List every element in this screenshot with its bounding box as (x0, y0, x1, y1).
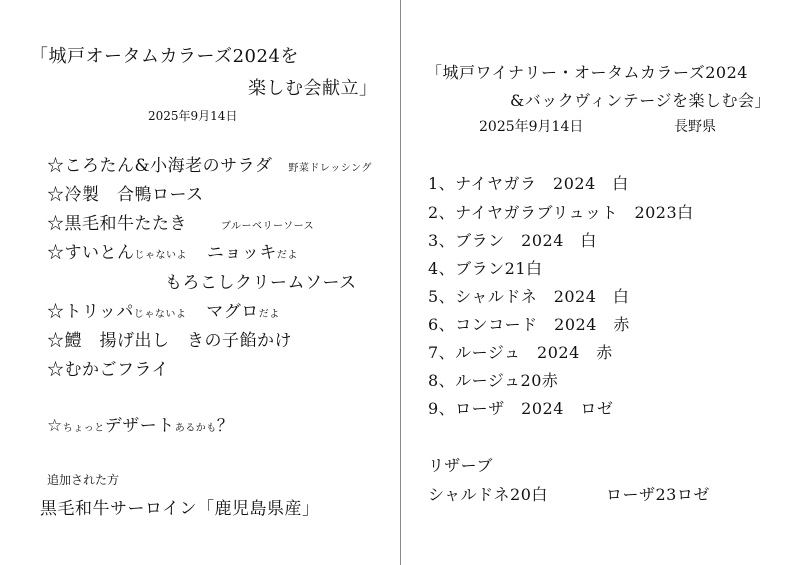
wine-item-5: 5、シャルドネ 2024 白 (428, 287, 630, 306)
menu-item-3-main: ☆黒毛和牛たたき (47, 214, 187, 234)
reserve-label: リザーブ (428, 456, 493, 475)
menu-item-4-main: ニョッキ (206, 243, 277, 263)
menu-item-2-main: ☆冷製 合鴨ロース (47, 185, 204, 205)
wine-item-1: 1、ナイヤガラ 2024 白 (428, 174, 629, 193)
dessert-star: ☆ (47, 416, 63, 436)
wine-item-8: 8、ルージュ20赤 (428, 371, 559, 390)
menu-item-3-note: ブルーベリーソース (220, 221, 315, 232)
menu-item-6 (47, 333, 292, 350)
menu-item-5 (47, 304, 280, 321)
menu-title-line2: 楽しむ会献立」 (248, 78, 378, 99)
wine-location: 長野県 (674, 119, 716, 135)
menu-date: 2025年9月14日 (148, 109, 238, 123)
menu-item-5-suffix: だよ (258, 309, 280, 320)
wine-item-3: 3、ブラン 2024 白 (428, 231, 597, 250)
wine-title-line2: &バックヴィンテージを楽しむ会」 (510, 91, 771, 110)
wine-item-9: 9、ローザ 2024 ロゼ (428, 399, 614, 418)
menu-item-5-prefix: ☆トリッパ (47, 302, 134, 322)
reserve-item-1: シャルドネ20白 (428, 485, 548, 504)
wine-title-line1: 「城戸ワイナリー・オータムカラーズ2024 (426, 63, 748, 82)
wine-item-6: 6、コンコード 2024 赤 (428, 315, 630, 334)
dessert-question: ？ (216, 416, 235, 436)
wine-date: 2025年9月14日 (479, 119, 584, 135)
right-panel-wine-list (401, 0, 800, 565)
dessert-main: デザート (104, 416, 175, 436)
menu-item-5-aside: じゃないよ (133, 309, 187, 320)
menu-item-2 (47, 187, 204, 204)
menu-item-4-suffix: だよ (276, 250, 298, 261)
menu-item-7 (47, 362, 169, 379)
reserve-item-2: ローザ23ロゼ (606, 485, 710, 504)
dessert-small-2: あるかも (174, 423, 217, 434)
menu-item-7-main: ☆むかごフライ (47, 360, 169, 380)
wine-item-4: 4、ブラン21白 (428, 259, 543, 278)
menu-item-4 (47, 245, 298, 262)
menu-item-6-main: ☆鱧 揚げ出し きの子餡かけ (47, 331, 292, 351)
menu-item-4-aside: じゃないよ (134, 250, 187, 261)
menu-item-4-prefix: ☆すいとん (47, 243, 135, 263)
dessert-line (47, 418, 234, 435)
wine-item-7: 7、ルージュ 2024 赤 (428, 343, 613, 362)
menu-title-line1: 「城戸オータムカラーズ2024を (30, 46, 299, 67)
added-item: 黒毛和牛サーロイン「鹿児島県産」 (40, 499, 320, 519)
menu-item-1-note: 野菜ドレッシング (288, 163, 372, 174)
menu-item-5-main: マグロ (206, 302, 259, 322)
menu-item-4-sauce (165, 275, 357, 292)
wine-item-2: 2、ナイヤガラブリュット 2023白 (428, 203, 694, 222)
menu-item-1-main: ☆ころたん&小海老のサラダ (47, 156, 273, 176)
menu-item-3 (47, 216, 314, 233)
dessert-small-1: ちょっと (62, 423, 105, 434)
menu-item-4-sauce-text: もろこしクリームソース (165, 273, 357, 293)
added-label: 追加された方 (47, 473, 120, 487)
menu-item-1 (47, 158, 372, 175)
